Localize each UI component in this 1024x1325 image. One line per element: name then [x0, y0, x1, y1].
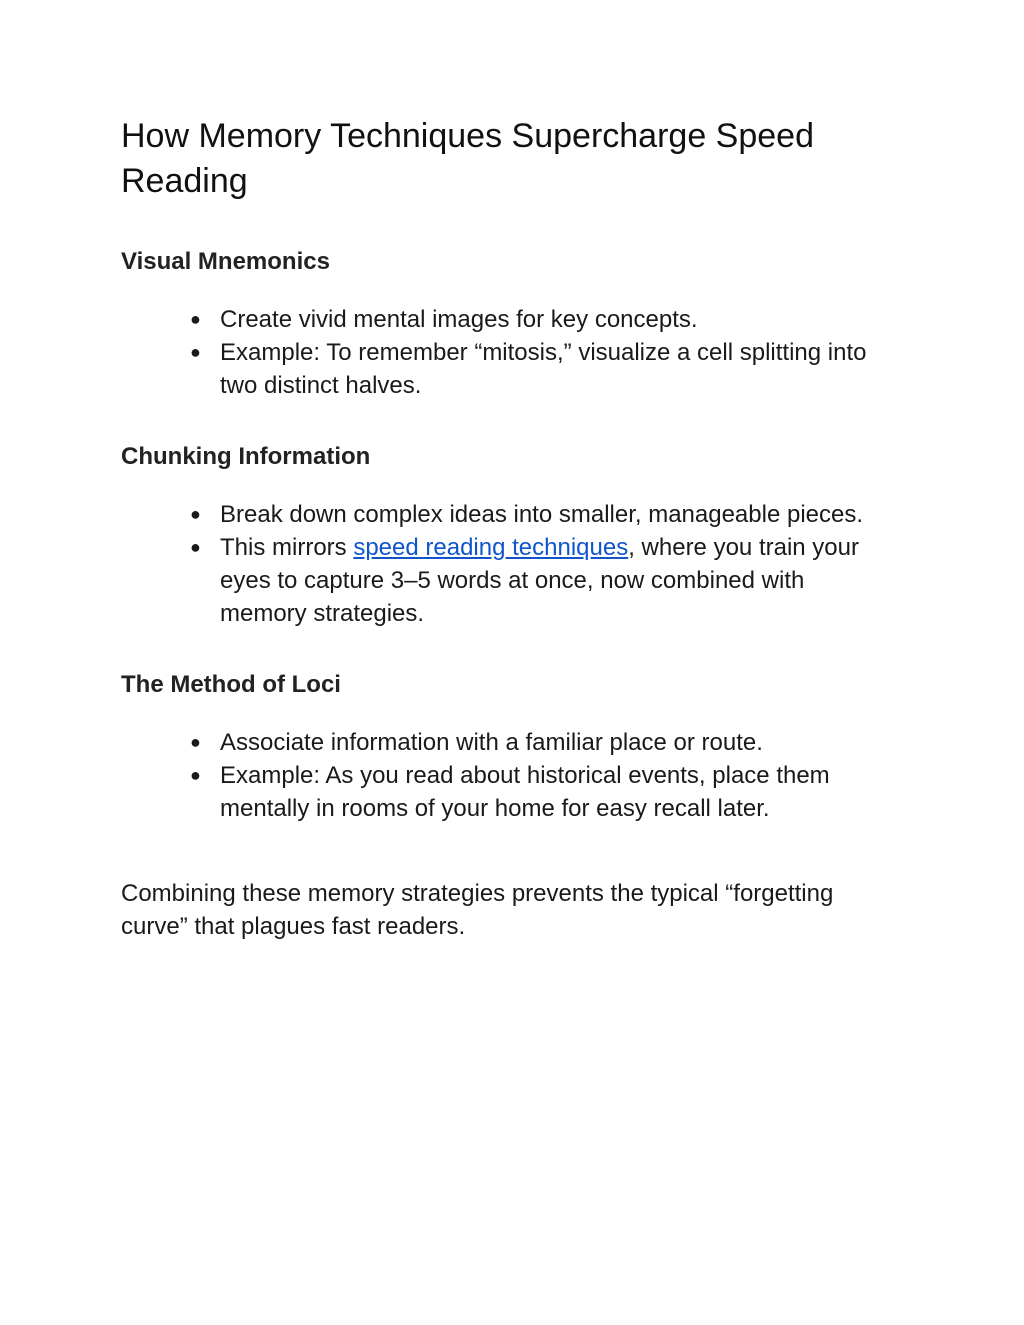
- speed-reading-link[interactable]: speed reading techniques: [353, 534, 629, 561]
- list-item: ● Create vivid mental images for key concepts.: [190, 303, 890, 336]
- conclusion-paragraph: Combining these memory strategies prevents the typical “forgetting curve” that plagues fast readers.: [121, 880, 834, 940]
- list-item: ● Example: As you read about historical events, place them mentally in rooms of your home for easy recall later.: [190, 759, 890, 825]
- section-heading: The Method of Loci: [121, 671, 341, 698]
- bullet-list: [190, 726, 890, 825]
- list-item: ● Break down complex ideas into smaller, manageable pieces.: [190, 498, 890, 531]
- section-heading: Chunking Information: [121, 443, 371, 470]
- section-heading: Visual Mnemonics: [121, 248, 330, 275]
- page-title: How Memory Techniques Supercharge Speed Reading: [121, 117, 814, 200]
- list-item: ● Example: To remember “mitosis,” visualize a cell splitting into two distinct halves.: [190, 336, 890, 402]
- bullet-list: [190, 303, 890, 402]
- text: This mirrors: [220, 534, 354, 561]
- list-item: ● Associate information with a familiar place or route.: [190, 726, 890, 759]
- list-item: [190, 531, 890, 630]
- bullet-list: [190, 498, 890, 630]
- text: , where you train your eyes to capture 3–5 words at once, now combined with memory strategies.: [220, 534, 859, 627]
